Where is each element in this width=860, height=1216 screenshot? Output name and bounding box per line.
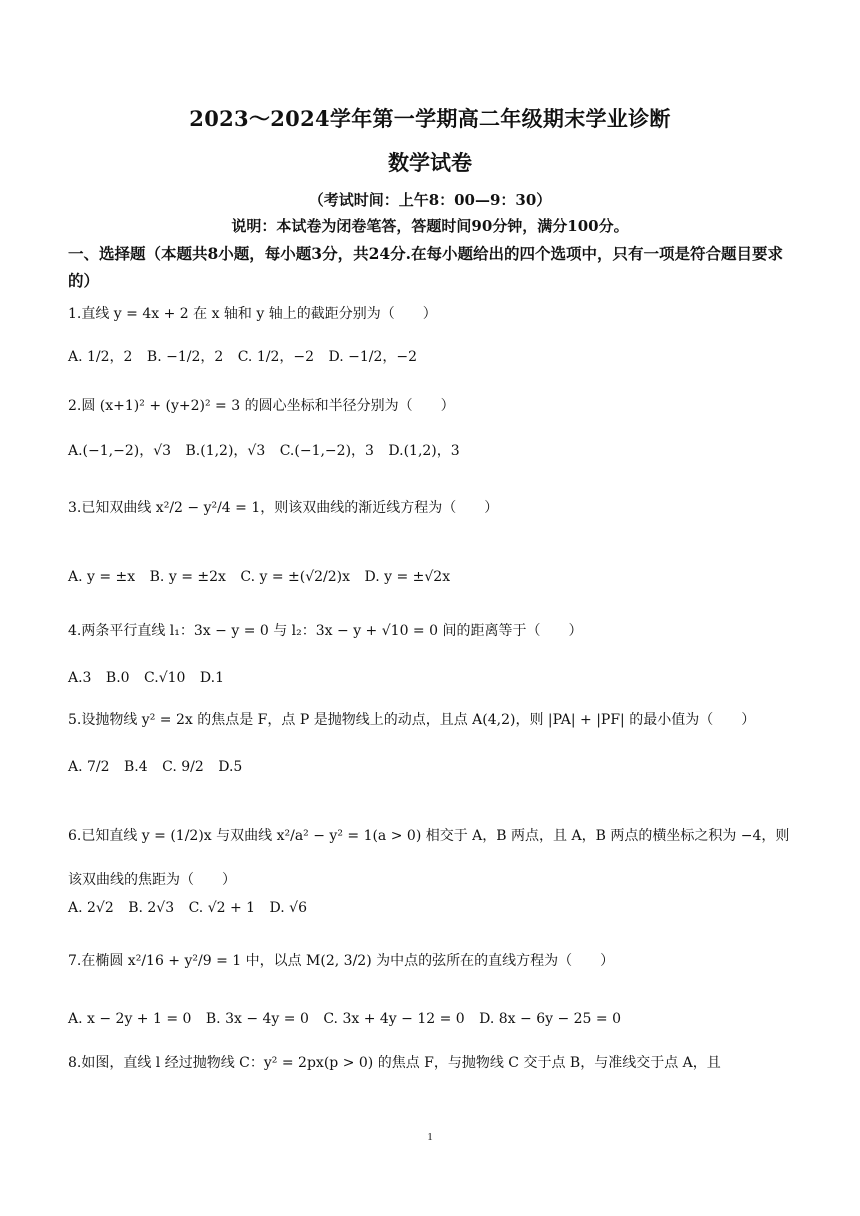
question-5-option-b: B.4 — [124, 759, 148, 775]
question-2-option-d: D.(1,2)，3 — [388, 443, 460, 459]
question-2-option-c: C.(−1,−2)，3 — [279, 443, 374, 459]
question-5-option-a: A. 7/2 — [68, 759, 110, 775]
question-1-option-a: A. 1/2，2 — [68, 349, 133, 365]
question-3-stem: 3.已知双曲线 x²/2 − y²/4 = 1，则该双曲线的渐近线方程为（ ） — [68, 500, 499, 516]
question-2-options — [68, 440, 792, 462]
question-3-option-c: C. y = ±(√2/2)x — [240, 569, 351, 585]
question-2-option-b: B.(1,2)，√3 — [185, 443, 266, 459]
question-3-option-d: D. y = ±√2x — [364, 569, 451, 585]
question-6-option-a: A. 2√2 — [68, 900, 114, 916]
question-4-stem: 4.两条平行直线 l₁：3x − y = 0 与 l₂：3x − y + √10 = 0 间的距离等于（ ） — [68, 623, 583, 639]
question-4-option-b: B.0 — [105, 670, 130, 686]
question-5-option-c: C. 9/2 — [162, 759, 204, 775]
question-3-option-b: B. y = ±2x — [149, 569, 226, 585]
question-6-stem: 6.已知直线 y = (1/2)x 与双曲线 x²/a² − y² = 1(a > 0) 相交于 A，B 两点，且 A，B 两点的横坐标之积为 −4，则该双曲线的焦距为（ ） — [68, 828, 790, 888]
question-5-option-d: D.5 — [218, 759, 243, 775]
question-2-stem: 2.圆 (x+1)² + (y+2)² = 3 的圆心坐标和半径分别为（ ） — [68, 398, 455, 414]
exam-time: （考试时间：上午8：00—9：30） — [308, 191, 552, 209]
question-8-stem: 8.如图，直线 l 经过抛物线 C：y² = 2px(p > 0) 的焦点 F，与抛物线 C 交于点 B，与准线交于点 A，且 — [68, 1055, 721, 1071]
question-4-option-a: A.3 — [68, 670, 92, 686]
question-4-option-c: C.√10 — [144, 670, 186, 686]
page-number: 1 — [427, 1131, 433, 1143]
question-5-options — [68, 756, 792, 778]
question-6-options — [68, 897, 792, 919]
question-3-option-a: A. y = ±x — [68, 569, 136, 585]
question-7-options — [68, 1008, 792, 1030]
question-3-options — [68, 566, 792, 588]
question-1-option-b: B. −1/2，2 — [146, 349, 224, 365]
question-1-options — [68, 346, 792, 368]
question-4-options — [68, 667, 792, 689]
question-7-option-d: D. 8x − 6y − 25 = 0 — [479, 1011, 621, 1027]
question-5-stem: 5.设抛物线 y² = 2x 的焦点是 F，点 P 是抛物线上的动点，且点 A(4,2)，则 |PA| + |PF| 的最小值为（ ） — [68, 712, 756, 728]
question-6-option-d: D. √6 — [269, 900, 307, 916]
question-1-option-c: C. 1/2，−2 — [237, 349, 315, 365]
question-6-option-c: C. √2 + 1 — [188, 900, 256, 916]
exam-instructions: 说明：本试卷为闭卷笔答，答题时间90分钟，满分100分。 — [231, 217, 629, 235]
question-6-option-b: B. 2√3 — [128, 900, 175, 916]
question-7-option-a: A. x − 2y + 1 = 0 — [68, 1011, 192, 1027]
question-1-option-d: D. −1/2，−2 — [328, 349, 417, 365]
question-4-option-d: D.1 — [199, 670, 224, 686]
question-2-option-a: A.(−1,−2)，√3 — [68, 443, 172, 459]
exam-title: 2023～2024学年第一学期高二年级期末学业诊断 — [189, 106, 671, 131]
section-title: 一、选择题（本题共8小题，每小题3分，共24分.在每小题给出的四个选项中，只有一项是符合题目要求的） — [68, 244, 784, 290]
question-7-option-b: B. 3x − 4y = 0 — [205, 1011, 309, 1027]
exam-subtitle: 数学试卷 — [388, 150, 472, 175]
question-7-option-c: C. 3x + 4y − 12 = 0 — [323, 1011, 465, 1027]
question-1-stem: 1.直线 y = 4x + 2 在 x 轴和 y 轴上的截距分别为（ ） — [68, 306, 437, 322]
question-7-stem: 7.在椭圆 x²/16 + y²/9 = 1 中，以点 M(2, 3/2) 为中点的弦所在的直线方程为（ ） — [68, 953, 615, 969]
